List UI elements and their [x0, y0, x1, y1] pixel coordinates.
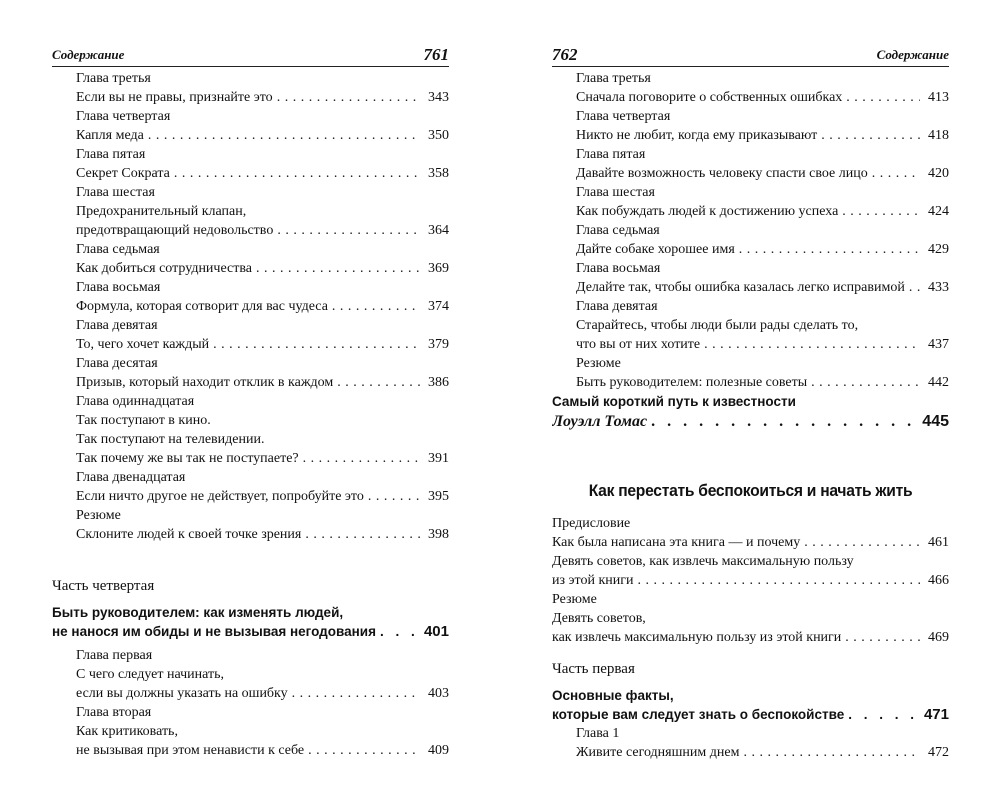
dot-leader: [213, 335, 420, 354]
chapter-label: Глава первая: [76, 648, 153, 663]
entry-title: Если вы не правы, признайте это: [76, 90, 273, 105]
entry-page: 469: [928, 630, 949, 645]
entry-title-line: Девять советов,: [552, 611, 646, 626]
dot-leader: [148, 126, 420, 145]
toc-entry[interactable]: [52, 221, 449, 240]
entry-title-line: Как критиковать,: [76, 724, 178, 739]
chapter-label: Глава пятая: [576, 147, 646, 162]
part-page: 401: [423, 623, 449, 640]
appendix-entry[interactable]: [552, 411, 949, 433]
chapter-label: Глава третья: [576, 71, 651, 86]
entry-title-line: Девять советов, как извлечь максимальную пользу: [552, 554, 854, 569]
toc-entry[interactable]: [552, 533, 949, 552]
chapter-label: Глава девятая: [76, 318, 158, 333]
dot-leader: [848, 705, 920, 724]
entry-page: 418: [928, 128, 949, 143]
entry-page: 374: [428, 299, 449, 314]
toc-entry[interactable]: [552, 240, 949, 259]
part-label: Часть первая: [552, 661, 635, 677]
entry-page: 472: [928, 745, 949, 760]
entry-page: 433: [928, 280, 949, 295]
entry-title-line: Предохранительный клапан,: [76, 204, 247, 219]
toc-entry[interactable]: [552, 202, 949, 221]
part-title: которые вам следует знать о беспокойстве: [552, 707, 845, 722]
entry-title: из этой книги: [552, 573, 634, 588]
appendix-author: Лоуэлл Томас: [552, 413, 648, 430]
toc-entry[interactable]: [52, 684, 449, 703]
entry-page: 369: [428, 261, 449, 276]
chapter-label: Глава четвертая: [576, 109, 671, 124]
dot-leader: [277, 221, 420, 240]
chapter-label: Глава одиннадцатая: [76, 394, 195, 409]
chapter-label: Глава девятая: [576, 299, 658, 314]
chapter-label: Глава вторая: [76, 705, 152, 720]
entry-page: 461: [928, 535, 949, 550]
chapter-label: Глава четвертая: [76, 109, 171, 124]
toc-entry[interactable]: [552, 164, 949, 183]
entry-page: 395: [428, 489, 449, 504]
toc-entry[interactable]: [52, 259, 449, 278]
chapter-label: Глава шестая: [76, 185, 155, 200]
summary-label: Резюме: [76, 508, 121, 523]
entry-page: 379: [428, 337, 449, 352]
dot-leader: [743, 743, 920, 762]
entry-title: Давайте возможность человеку спасти свое лицо: [576, 166, 868, 181]
dot-leader: [256, 259, 420, 278]
running-head: [52, 44, 449, 67]
left-page: [52, 0, 449, 800]
entry-page: 466: [928, 573, 949, 588]
toc-entry[interactable]: [52, 741, 449, 760]
entry-title: Живите сегодняшним днем: [576, 745, 740, 760]
entry-title: как извлечь максимальную пользу из этой книги: [552, 630, 842, 645]
summary-label: Резюме: [576, 356, 621, 371]
entry-title: Как побуждать людей к достижению успеха: [576, 204, 839, 219]
part-entry[interactable]: [552, 705, 949, 724]
page-number: 761: [423, 45, 449, 64]
entry-page: 429: [928, 242, 949, 257]
dot-leader: [704, 335, 920, 354]
entry-page: 364: [428, 223, 449, 238]
toc-entry[interactable]: [52, 449, 449, 468]
entry-title-line: Так поступают в кино.: [76, 413, 211, 428]
dot-leader: [651, 411, 919, 433]
entry-page: 442: [928, 375, 949, 390]
toc-entry[interactable]: [52, 297, 449, 316]
entry-page: 343: [428, 90, 449, 105]
appendix-title: Самый короткий путь к известности: [552, 394, 796, 409]
entry-title: Склоните людей к своей точке зрения: [76, 527, 302, 542]
entry-title: не вызывая при этом ненависти к себе: [76, 743, 305, 758]
entry-title: Призыв, который находит отклик в каждом: [76, 375, 334, 390]
header-title: Содержание: [52, 47, 125, 62]
toc-entry[interactable]: [552, 335, 949, 354]
part-title-line: Основные факты,: [552, 688, 674, 703]
entry-title: Так почему же вы так не поступаете?: [76, 451, 299, 466]
toc-entry[interactable]: [52, 335, 449, 354]
entry-title: Секрет Сократа: [76, 166, 170, 181]
entry-page: 437: [928, 337, 949, 352]
chapter-label: Глава третья: [76, 71, 151, 86]
dot-leader: [308, 741, 420, 760]
chapter-label: Глава восьмая: [576, 261, 661, 276]
entry-page: 403: [428, 686, 449, 701]
toc-entry[interactable]: [552, 126, 949, 145]
dot-leader: [872, 164, 920, 183]
entry-page: 413: [928, 90, 949, 105]
dot-leader: [292, 684, 420, 703]
dot-leader: [804, 533, 920, 552]
entry-title: Быть руководителем: полезные советы: [576, 375, 808, 390]
dot-leader: [909, 278, 920, 297]
toc-entry[interactable]: [552, 373, 949, 392]
dot-leader: [277, 88, 420, 107]
entry-page: 391: [428, 451, 449, 466]
table-of-contents: [552, 69, 949, 762]
entry-title: если вы должны указать на ошибку: [76, 686, 288, 701]
entry-title: предотвращающий недовольство: [76, 223, 274, 238]
entry-title: Делайте так, чтобы ошибка казалась легко исправимой: [576, 280, 905, 295]
dot-leader: [368, 487, 420, 506]
dot-leader: [845, 628, 920, 647]
dot-leader: [842, 202, 920, 221]
entry-title: Если ничто другое не действует, попробуйте это: [76, 489, 364, 504]
part-title: не нанося им обиды и не вызывая негодования: [52, 624, 376, 639]
dot-leader: [380, 622, 420, 641]
chapter-label: Глава седьмая: [576, 223, 660, 238]
entry-page: 424: [928, 204, 949, 219]
chapter-label: Глава десятая: [76, 356, 158, 371]
entry-title: Как была написана эта книга — и почему: [552, 535, 801, 550]
part-title-line: Быть руководителем: как изменять людей,: [52, 605, 344, 620]
entry-page: 358: [428, 166, 449, 181]
toc-entry[interactable]: [52, 164, 449, 183]
entry-title: Формула, которая сотворит для вас чудеса: [76, 299, 328, 314]
dot-leader: [821, 126, 920, 145]
dot-leader: [303, 449, 420, 468]
toc-entry[interactable]: [552, 743, 949, 762]
book-title: Как перестать беспокоиться и начать жить: [588, 481, 913, 500]
chapter-label: Глава 1: [576, 726, 620, 741]
part-page: 471: [923, 706, 949, 723]
running-head: [552, 44, 949, 67]
right-page: [552, 0, 949, 800]
summary-label: Резюме: [552, 592, 597, 607]
entry-title: Как добиться сотрудничества: [76, 261, 252, 276]
toc-entry[interactable]: [52, 525, 449, 544]
toc-entry[interactable]: [552, 628, 949, 647]
table-of-contents: [52, 69, 449, 760]
dot-leader: [174, 164, 420, 183]
chapter-label: Глава двенадцатая: [76, 470, 186, 485]
entry-title-line: Старайтесь, чтобы люди были рады сделать то,: [576, 318, 859, 333]
entry-title: Никто не любит, когда ему приказывают: [576, 128, 818, 143]
entry-page: 420: [928, 166, 949, 181]
dot-leader: [846, 88, 920, 107]
entry-page: 350: [428, 128, 449, 143]
page-number: 762: [552, 45, 578, 64]
entry-page: 409: [428, 743, 449, 758]
dot-leader: [332, 297, 420, 316]
chapter-label: Глава шестая: [576, 185, 655, 200]
entry-title: Дайте собаке хорошее имя: [576, 242, 735, 257]
dot-leader: [811, 373, 920, 392]
dot-leader: [337, 373, 420, 392]
chapter-label: Глава пятая: [76, 147, 146, 162]
part-label: Часть четвертая: [52, 578, 155, 594]
toc-entry[interactable]: [552, 571, 949, 590]
dot-leader: [739, 240, 920, 259]
entry-title-line: С чего следует начинать,: [76, 667, 225, 682]
entry-title: Капля меда: [76, 128, 144, 143]
dot-leader: [305, 525, 420, 544]
entry-page: 386: [428, 375, 449, 390]
header-title: Содержание: [876, 47, 949, 62]
toc-entry[interactable]: [52, 487, 449, 506]
entry-title: Сначала поговорите о собственных ошибках: [576, 90, 843, 105]
toc-entry[interactable]: [52, 373, 449, 392]
preface-label: Предисловие: [552, 516, 631, 531]
dot-leader: [637, 571, 920, 590]
toc-entry[interactable]: [52, 88, 449, 107]
entry-title: То, чего хочет каждый: [76, 337, 210, 352]
chapter-label: Глава восьмая: [76, 280, 161, 295]
appendix-page: 445: [922, 413, 949, 430]
entry-page: 398: [428, 527, 449, 542]
entry-title-line: Так поступают на телевидении.: [76, 432, 265, 447]
toc-entry[interactable]: [552, 88, 949, 107]
entry-title: что вы от них хотите: [576, 337, 701, 352]
part-entry[interactable]: [52, 622, 449, 641]
toc-entry[interactable]: [52, 126, 449, 145]
toc-entry[interactable]: [552, 278, 949, 297]
chapter-label: Глава седьмая: [76, 242, 160, 257]
